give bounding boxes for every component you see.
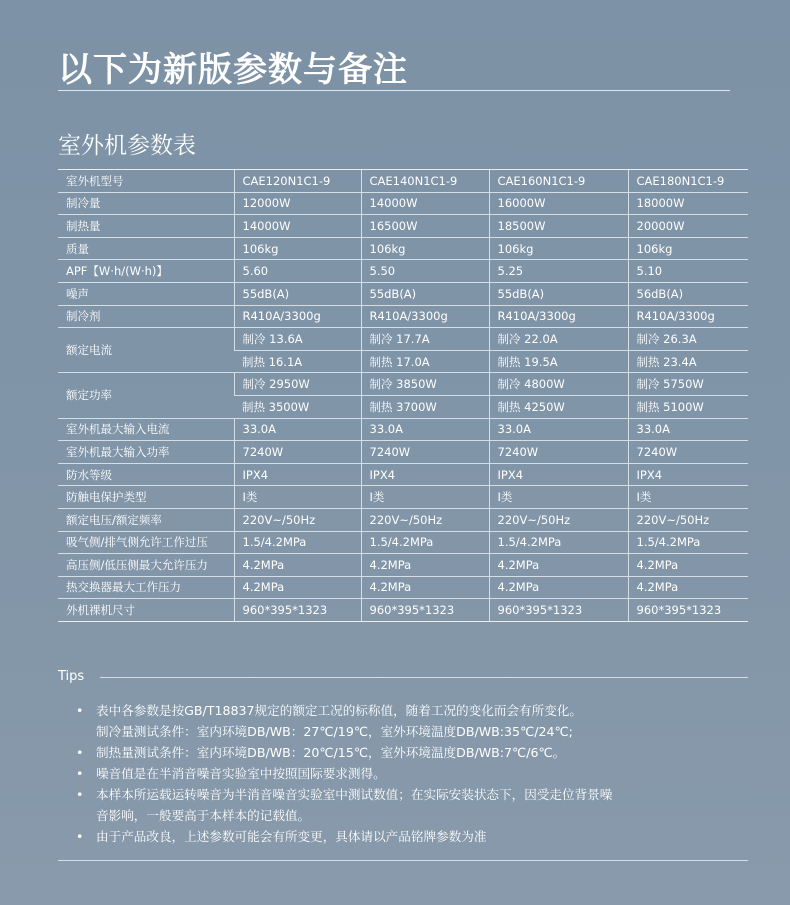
table-cell: R410A/3300g (628, 305, 748, 328)
row-label: 外机裸机尺寸 (58, 599, 234, 622)
table-row (58, 305, 748, 328)
table-row (58, 328, 748, 351)
table-cell: R410A/3300g (234, 305, 361, 328)
table-cell: 5.10 (628, 260, 748, 283)
table-cell: 18500W (489, 215, 628, 238)
table-cell: 制热 3700W (361, 395, 489, 418)
tip-text: 由于产品改良，上述参数可能会有所变更，具体请以产品铭牌参数为准 (96, 829, 487, 844)
tip-text: 表中各参数是按GB/T18837规定的额定工况的标称值，随着工况的变化而会有所变化。 (96, 703, 582, 718)
bullet-icon: • (76, 745, 84, 760)
table-cell: 14000W (361, 192, 489, 215)
table-cell: 33.0A (489, 418, 628, 441)
row-label: 额定功率 (58, 373, 234, 418)
bottom-divider (58, 860, 748, 861)
table-row (58, 463, 748, 486)
title-divider (58, 90, 730, 91)
row-label: 质量 (58, 237, 234, 260)
table-cell: 220V~/50Hz (489, 508, 628, 531)
tip-item (72, 700, 732, 742)
table-cell: 55dB(A) (489, 282, 628, 305)
row-label: 室外机型号 (58, 170, 234, 193)
tips-label: Tips (58, 669, 85, 684)
table-cell: 220V~/50Hz (361, 508, 489, 531)
table-cell: 1.5/4.2MPa (234, 531, 361, 554)
table-cell: 33.0A (628, 418, 748, 441)
table-row (58, 554, 748, 577)
table-row (58, 531, 748, 554)
table-cell: 制热 23.4A (628, 350, 748, 373)
table-cell: 960*395*1323 (361, 599, 489, 622)
table-cell: I类 (628, 486, 748, 509)
row-label: 噪声 (58, 282, 234, 305)
table-cell: 制冷 13.6A (234, 328, 361, 351)
tip-item (72, 826, 732, 847)
row-label: 额定电压/额定频率 (58, 508, 234, 531)
table-cell: 7240W (628, 441, 748, 464)
table-cell: IPX4 (234, 463, 361, 486)
table-cell: 960*395*1323 (234, 599, 361, 622)
table-cell: 220V~/50Hz (234, 508, 361, 531)
table-cell: CAE160N1C1-9 (489, 170, 628, 193)
table-cell: IPX4 (361, 463, 489, 486)
tips-list (72, 700, 732, 847)
row-label: APF【W·h/(W·h)】 (58, 260, 234, 283)
section-title: 室外机参数表 (58, 133, 196, 159)
table-cell: 制热 5100W (628, 395, 748, 418)
table-cell: 4.2MPa (361, 554, 489, 577)
table-cell: 4.2MPa (628, 576, 748, 599)
tip-item (72, 784, 732, 826)
table-cell: 制热 17.0A (361, 350, 489, 373)
table-cell: 55dB(A) (361, 282, 489, 305)
tip-text: 音影响，一般要高于本样本的记载值。 (96, 808, 311, 823)
row-label: 防水等级 (58, 463, 234, 486)
table-cell: 制热 3500W (234, 395, 361, 418)
table-cell: 7240W (489, 441, 628, 464)
row-label: 室外机最大输入功率 (58, 441, 234, 464)
table-cell: 4.2MPa (234, 576, 361, 599)
table-cell: 5.60 (234, 260, 361, 283)
table-row (58, 441, 748, 464)
table-cell: 16500W (361, 215, 489, 238)
table-cell: 16000W (489, 192, 628, 215)
table-cell: 12000W (234, 192, 361, 215)
table-cell: 制冷 17.7A (361, 328, 489, 351)
table-row (58, 192, 748, 215)
table-cell: 制冷 4800W (489, 373, 628, 396)
table-cell: 220V~/50Hz (628, 508, 748, 531)
table-cell: CAE180N1C1-9 (628, 170, 748, 193)
table-cell: 14000W (234, 215, 361, 238)
tip-text: 制冷量测试条件：室内环境DB/WB：27℃/19℃，室外环境温度DB/WB:35℃/24℃; (96, 724, 573, 739)
table-cell: 960*395*1323 (489, 599, 628, 622)
table-cell: 5.50 (361, 260, 489, 283)
table-cell: CAE140N1C1-9 (361, 170, 489, 193)
table-cell: 4.2MPa (628, 554, 748, 577)
table-cell: R410A/3300g (361, 305, 489, 328)
table-row (58, 576, 748, 599)
table-cell: 制冷 22.0A (489, 328, 628, 351)
table-cell: 106kg (234, 237, 361, 260)
table-row (58, 237, 748, 260)
table-cell: 20000W (628, 215, 748, 238)
table-cell: 制热 19.5A (489, 350, 628, 373)
table-row (58, 170, 748, 193)
tips-divider (100, 677, 748, 678)
table-cell: 33.0A (234, 418, 361, 441)
table-row (58, 599, 748, 622)
table-cell: 1.5/4.2MPa (361, 531, 489, 554)
row-label: 制冷剂 (58, 305, 234, 328)
table-row (58, 508, 748, 531)
row-label: 防触电保护类型 (58, 486, 234, 509)
table-cell: IPX4 (489, 463, 628, 486)
bullet-icon: • (76, 703, 84, 718)
table-cell: 106kg (489, 237, 628, 260)
page-title: 以下为新版参数与备注 (58, 50, 408, 90)
row-label: 制热量 (58, 215, 234, 238)
table-cell: 33.0A (361, 418, 489, 441)
table-cell: 4.2MPa (234, 554, 361, 577)
table-cell: 7240W (234, 441, 361, 464)
tip-item (72, 742, 732, 763)
table-cell: 5.25 (489, 260, 628, 283)
table-cell: 55dB(A) (234, 282, 361, 305)
table-cell: 960*395*1323 (628, 599, 748, 622)
row-label: 制冷量 (58, 192, 234, 215)
row-label: 热交换器最大工作压力 (58, 576, 234, 599)
table-cell: 制冷 2950W (234, 373, 361, 396)
table-row (58, 260, 748, 283)
table-cell: 制冷 26.3A (628, 328, 748, 351)
row-label: 高压侧/低压侧最大允许压力 (58, 554, 234, 577)
row-label: 吸气侧/排气侧允许工作过压 (58, 531, 234, 554)
tip-text: 本样本所运载运转噪音为半消音噪音实验室中测试数值；在实际安装状态下，因受走位背景噪 (96, 787, 613, 802)
spec-table (58, 169, 748, 622)
table-cell: 4.2MPa (361, 576, 489, 599)
table-cell: 制冷 5750W (628, 373, 748, 396)
table-row (58, 282, 748, 305)
table-cell: 18000W (628, 192, 748, 215)
table-cell: 56dB(A) (628, 282, 748, 305)
table-cell: 制冷 3850W (361, 373, 489, 396)
tip-item (72, 763, 732, 784)
table-cell: 4.2MPa (489, 576, 628, 599)
tip-text: 噪音值是在半消音噪音实验室中按照国际要求测得。 (96, 766, 386, 781)
bullet-icon: • (76, 829, 84, 844)
bullet-icon: • (76, 766, 84, 781)
table-cell: R410A/3300g (489, 305, 628, 328)
spec-table-body (58, 170, 748, 622)
table-cell: 106kg (628, 237, 748, 260)
table-cell: 7240W (361, 441, 489, 464)
table-cell: I类 (234, 486, 361, 509)
table-cell: I类 (489, 486, 628, 509)
table-row (58, 373, 748, 396)
table-cell: 制热 16.1A (234, 350, 361, 373)
table-row (58, 215, 748, 238)
tip-text: 制热量测试条件：室内环境DB/WB：20℃/15℃，室外环境温度DB/WB:7℃/6℃。 (96, 745, 566, 760)
table-cell: 106kg (361, 237, 489, 260)
table-cell: 4.2MPa (489, 554, 628, 577)
table-cell: CAE120N1C1-9 (234, 170, 361, 193)
row-label: 额定电流 (58, 328, 234, 373)
table-cell: 1.5/4.2MPa (628, 531, 748, 554)
table-cell: I类 (361, 486, 489, 509)
row-label: 室外机最大输入电流 (58, 418, 234, 441)
table-cell: 1.5/4.2MPa (489, 531, 628, 554)
bullet-icon: • (76, 787, 84, 802)
table-cell: 制热 4250W (489, 395, 628, 418)
table-row (58, 486, 748, 509)
table-row (58, 418, 748, 441)
table-cell: IPX4 (628, 463, 748, 486)
